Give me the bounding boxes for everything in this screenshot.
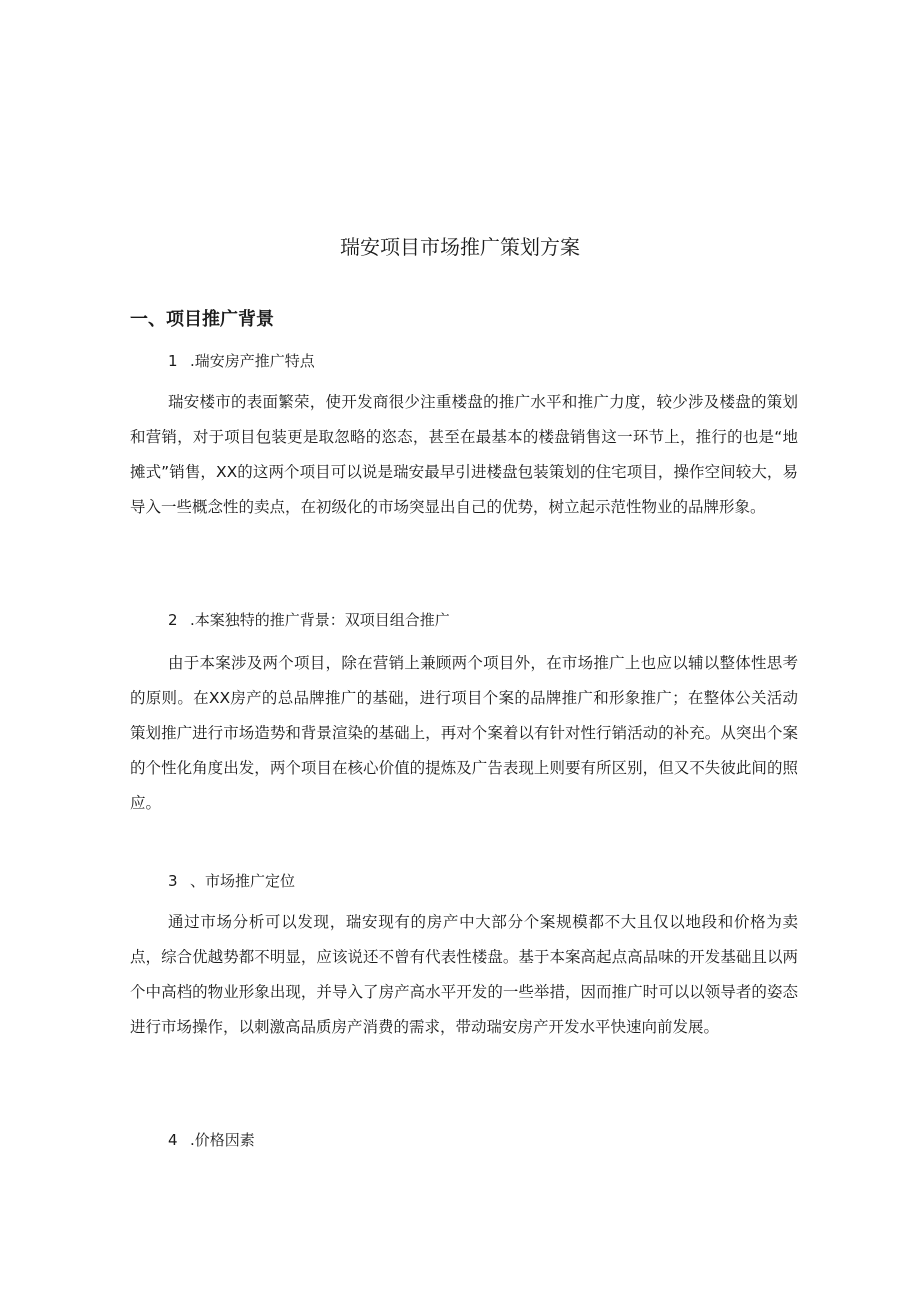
- subsection-title: .价格因素: [190, 1131, 255, 1149]
- subsection-heading-4: [168, 1128, 255, 1152]
- subsection-number: 3: [168, 872, 178, 890]
- subsection-number: 1: [168, 352, 178, 370]
- subsection-number: 2: [168, 611, 178, 629]
- section-heading: 一、项目推广背景: [130, 309, 274, 330]
- paragraph-3: 通过市场分析可以发现，瑞安现有的房产中大部分个案规模都不大且仅以地段和价格为卖点，综合优越势都不明显，应该说还不曾有代表性楼盘。基于本案高起点高品味的开发基础且以两个中高档的物业形象出现，并导入了房产高水平开发的一些举措，因而推广时可以以领导者的姿态进行市场操作，以刺激高品质房产消费的需求，带动瑞安房产开发水平快速向前发展。: [130, 913, 798, 1036]
- subsection-title: .瑞安房产推广特点: [190, 352, 315, 370]
- subsection-heading-3: [168, 869, 295, 893]
- paragraph-2: 由于本案涉及两个项目，除在营销上兼顾两个项目外，在市场推广上也应以辅以整体性思考的原则。在XX房产的总品牌推广的基础，进行项目个案的品牌推广和形象推广；在整体公关活动策划推广进行市场造势和背景渲染的基础上，再对个案着以有针对性行销活动的补充。从突出个案的个性化角度出发，两个项目在核心价值的提炼及广告表现上则要有所区别，但又不失彼此间的照应。: [130, 654, 798, 812]
- subsection-title: .本案独特的推广背景：双项目组合推广: [190, 611, 450, 629]
- subsection-heading-1: [168, 349, 315, 373]
- document-title: 瑞安项目市场推广策划方案: [340, 235, 580, 259]
- paragraph-1: 瑞安楼市的表面繁荣，使开发商很少注重楼盘的推广水平和推广力度，较少涉及楼盘的策划和营销，对于项目包装更是取忽略的恣态，甚至在最基本的楼盘销售这一环节上，推行的也是“地摊式”销售，XX的这两个项目可以说是瑞安最早引进楼盘包装策划的住宅项目，操作空间较大，易导入一些概念性的卖点，在初级化的市场突显出自己的优势，树立起示范性物业的品牌形象。: [130, 393, 798, 516]
- subsection-title: 、市场推广定位: [190, 872, 296, 890]
- subsection-number: 4: [168, 1131, 178, 1149]
- subsection-heading-2: [168, 608, 450, 632]
